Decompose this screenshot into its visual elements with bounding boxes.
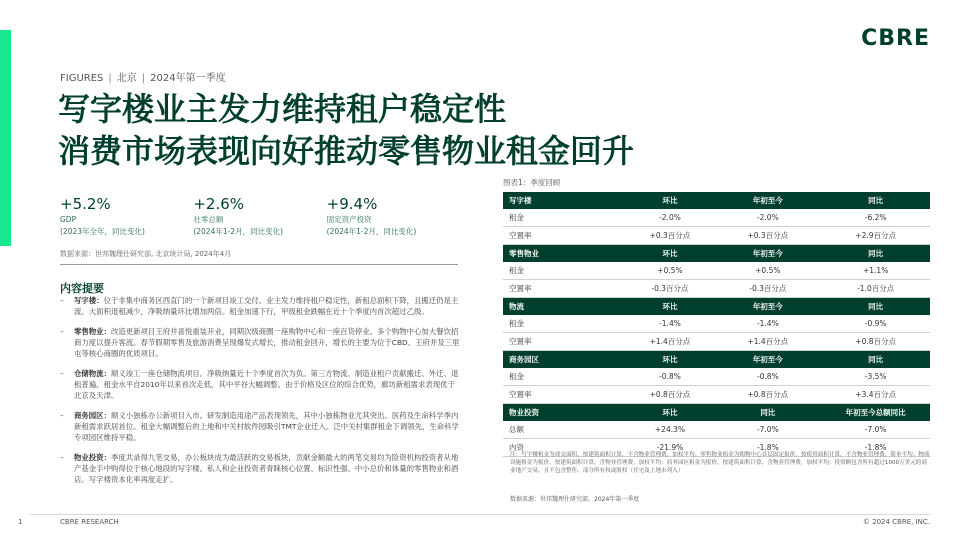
table-cell: +1.4百分点 — [626, 333, 715, 351]
stat-label: 社零总额 — [193, 215, 224, 224]
column-header: 年初至今 — [714, 245, 821, 263]
table-cell: +0.8百分点 — [626, 386, 715, 404]
table-cell: -2.0% — [626, 209, 715, 227]
row-label: 租金 — [503, 262, 626, 280]
summary-item-investment: – 物业投资：季度共录得九笔交易，办公板块成为最活跃的交易板块，贡献金额最大的两笔交易均为险资机构投资者从地产基金手中购得位于核心地段的写字楼。私人和企业投资者青睐核心位置、标识性强、中小总价和体量的零售物业和酒店。写字楼资本化率再度走扩。 — [60, 453, 459, 484]
row-label: 空置率 — [503, 333, 626, 351]
row-label: 空置率 — [503, 386, 626, 404]
column-header: 环比 — [626, 298, 715, 316]
summary-item-text: 位于非集中商务区西直门的一个新项目竣工交付。业主发力维持租户稳定性，新租总面积下降，且搬迁仍是主流。大面积退租减少，净吸纳量环比增加两倍。租金加速下行，甲级租金跌幅在近十个季度内首次超过乙级。 — [74, 296, 459, 316]
accent-bar — [0, 30, 11, 246]
table-cell: +24.3% — [626, 421, 715, 439]
stat-fixed-asset — [327, 194, 460, 238]
stat-value: +5.2% — [60, 195, 111, 213]
column-header: 同比 — [821, 351, 930, 369]
footer-divider — [30, 514, 930, 515]
summary-item-text: 顺义竣工一座仓储物流项目。净吸纳量近十个季度首次为负。第三方物流、制造业租户贡献搬迁、外迁、退租普遍。租金水平自2010年以来首次走低，其中平谷大幅调整。由于价格及区位的综合优势，廊坊新租需求表现优于北京及天津。 — [74, 369, 459, 400]
table-row — [503, 227, 930, 245]
table-row — [503, 368, 930, 386]
row-label: 租金 — [503, 368, 626, 386]
section-header-office — [503, 192, 930, 209]
table-row — [503, 209, 930, 227]
stat-label: GDP — [60, 215, 77, 224]
table-cell: -1.8% — [714, 439, 821, 457]
summary-item-logistics: – 仓储物流：顺义竣工一座仓储物流项目。净吸纳量近十个季度首次为负。第三方物流、制造业租户贡献搬迁、外迁、退租普遍。租金水平自2010年以来首次走低，其中平谷大幅调整。由于价格及区位的综合优势，廊坊新租需求表现优于北京及天津。 — [60, 369, 459, 400]
stat-value: +9.4% — [326, 195, 378, 213]
table-cell: +3.4百分点 — [821, 386, 930, 404]
table-cell: +0.3百分点 — [626, 227, 715, 245]
summary-item-office: – 写字楼：位于非集中商务区西直门的一个新项目竣工交付。业主发力维持租户稳定性，新租总面积下降，且搬迁仍是主流。大面积退租减少，净吸纳量环比增加两倍。租金加速下行，甲级租金跌幅在近十个季度内首次超过乙级。 — [60, 296, 459, 316]
row-label: 总额 — [503, 421, 626, 439]
source-note-bottom: 数据来源：世邦魏理仕研究部，2024年第一季度 — [510, 496, 640, 503]
table-cell: -21.9% — [626, 439, 715, 457]
summary-item-business-park: – 商务园区：顺义小独栋办公新项目入市。研发制造用途产品表现领先，其中小独栋物业尤其突出。医药及生命科学季内新租需求跃居首位。租金大幅调整后的上地和中关村软件园吸引TMT企业迁入。泛中关村集群租金下调领先，生命科学专项园区维持平稳。 — [60, 411, 459, 442]
stat-label: 固定资产投资 — [326, 215, 372, 224]
table-cell: -1.4% — [714, 315, 821, 333]
section-name: 零售物业 — [503, 245, 626, 263]
table-cell: +0.5% — [714, 262, 821, 280]
figures-label: FIGURES — [60, 73, 104, 84]
section-header-logistics — [503, 298, 930, 316]
row-label: 租金 — [503, 209, 626, 227]
table-cell: -1.8% — [821, 439, 930, 457]
table-cell: -0.8% — [626, 368, 715, 386]
table-title: 图表1：季度回顾 — [503, 178, 561, 187]
summary-item-head: 写字楼： — [74, 296, 104, 305]
table-note: 注：写字楼租金为成交面积，按建筑面积计算，不含物业管理费，加权平均；零售物业租金为购物中心首层固定报价，按使用面积计算，不含物业管理费，简单平均；物流设施租金为报价，按建筑面积计算，含物业管理费，加权平均；商务园区租金为报价，按建筑面积计算，含物业管理费，加权平均；投资额包含所有超过1000万美元的商业地产交易，且不包含整售、部分所有权或股权（住宅及土地未列入） — [510, 452, 930, 474]
table-cell: -1.4% — [626, 315, 715, 333]
column-header: 同比 — [821, 245, 930, 263]
column-header: 年初至今 — [714, 351, 821, 369]
summary-item-head: 物业投资： — [74, 453, 111, 462]
column-header: 环比 — [626, 192, 715, 209]
column-header: 环比 — [626, 351, 715, 369]
source-note-top: 数据来源：世邦魏理仕研究部, 北京统计局, 2024年4月 — [60, 250, 232, 258]
header-line: FIGURES | 北京 | 2024年第一季度 — [60, 73, 226, 84]
table-row — [503, 280, 930, 298]
page-title — [58, 88, 634, 172]
divider — [60, 264, 458, 265]
period-label: 2024年第一季度 — [150, 73, 226, 84]
summary-item-retail: – 零售物业：改造更新项目王府井喜悦重装开业，同期次级商圈一座购物中心和一座百货停业。多个购物中心加大餐饮招商力度以提升客流。春节假期零售及旅游消费呈现爆发式增长，推动租金回升，增长的主要为位于CBD、王府井及三里屯等核心商圈的优质项目。 — [60, 327, 460, 358]
summary-item-head: 仓储物流： — [74, 369, 111, 378]
stat-sub: (2023年全年，同比变化) — [60, 227, 145, 236]
table-cell: +1.1% — [821, 262, 930, 280]
section-name: 物流 — [503, 298, 626, 316]
table-cell: +0.8百分点 — [821, 333, 930, 351]
table-cell: +2.9百分点 — [821, 227, 930, 245]
summary-item-text: 季度共录得九笔交易，办公板块成为最活跃的交易板块，贡献金额最大的两笔交易均为险资机构投资者从地产基金手中购得位于核心地段的写字楼。私人和企业投资者青睐核心位置、标识性强、中小总价和体量的零售物业和酒店。写字楼资本化率再度走扩。 — [74, 453, 459, 484]
table-cell: +0.8百分点 — [714, 386, 821, 404]
page-number: 1 — [18, 518, 23, 526]
summary-item-text: 改造更新项目王府井喜悦重装开业，同期次级商圈一座购物中心和一座百货停业。多个购物中心加大餐饮招商力度以提升客流。春节假期零售及旅游消费呈现爆发式增长，推动租金回升，增长的主要为位于CBD、王府井及三里屯等核心商圈的优质项目。 — [74, 327, 460, 358]
summary-title: 内容提要 — [60, 282, 104, 295]
table-cell: -2.0% — [714, 209, 821, 227]
table-cell: -0.8% — [714, 368, 821, 386]
section-name: 商务园区 — [503, 351, 626, 369]
stat-gdp — [60, 194, 193, 238]
title-line-1: 写字楼业主发力维持租户稳定性 — [58, 90, 507, 128]
column-header: 同比 — [821, 192, 930, 209]
row-label: 内资 — [503, 439, 626, 457]
table-row — [503, 421, 930, 439]
table-row — [503, 333, 930, 351]
table-cell: +1.4百分点 — [714, 333, 821, 351]
cbre-logo: CBRE — [861, 26, 930, 51]
key-stats — [60, 194, 460, 238]
footer-brand: CBRE RESEARCH — [60, 518, 119, 526]
table-cell: -0.9% — [821, 315, 930, 333]
title-line-2: 消费市场表现向好推动零售物业租金回升 — [58, 132, 635, 170]
table-cell: -0.3百分点 — [714, 280, 821, 298]
summary-item-head: 零售物业： — [74, 327, 111, 336]
column-header: 同比 — [821, 298, 930, 316]
table-cell: -1.0百分点 — [821, 280, 930, 298]
footer-copyright: © 2024 CBRE, INC. — [862, 518, 930, 526]
summary-list — [60, 295, 460, 494]
table-row — [503, 262, 930, 280]
column-header: 年初至今 — [714, 298, 821, 316]
table-row — [503, 315, 930, 333]
section-header-business-park — [503, 351, 930, 369]
column-header: 年初至今总额同比 — [821, 404, 930, 422]
stat-sub: (2024年1-2月，同比变化) — [193, 227, 284, 236]
table-cell: -7.0% — [821, 421, 930, 439]
column-header: 环比 — [626, 404, 715, 422]
column-header: 环比 — [626, 245, 715, 263]
column-header: 同比 — [714, 404, 821, 422]
stat-retail-sales — [193, 194, 326, 238]
table-cell: +0.3百分点 — [714, 227, 821, 245]
table-cell: -7.0% — [714, 421, 821, 439]
stat-sub: (2024年1-2月，同比变化) — [326, 227, 417, 236]
section-header-investment — [503, 404, 930, 422]
table-cell: -0.3百分点 — [626, 280, 715, 298]
summary-item-text: 顺义小独栋办公新项目入市。研发制造用途产品表现领先，其中小独栋物业尤其突出。医药及生命科学季内新租需求跃居首位。租金大幅调整后的上地和中关村软件园吸引TMT企业迁入。泛中关村集群租金下调领先，生命科学专项园区维持平稳。 — [74, 411, 459, 442]
section-header-retail — [503, 245, 930, 263]
row-label: 空置率 — [503, 227, 626, 245]
table-cell: -3.5% — [821, 368, 930, 386]
row-label: 空置率 — [503, 280, 626, 298]
section-name: 物业投资 — [503, 404, 626, 422]
quarterly-review-table — [503, 192, 930, 457]
table-cell: -6.2% — [821, 209, 930, 227]
stat-value: +2.6% — [193, 195, 245, 213]
summary-item-head: 商务园区： — [74, 411, 111, 420]
column-header: 年初至今 — [714, 192, 821, 209]
table-row — [503, 386, 930, 404]
row-label: 租金 — [503, 315, 626, 333]
section-name: 写字楼 — [503, 192, 626, 209]
table-cell: +0.5% — [626, 262, 715, 280]
city-label: 北京 — [116, 73, 137, 84]
